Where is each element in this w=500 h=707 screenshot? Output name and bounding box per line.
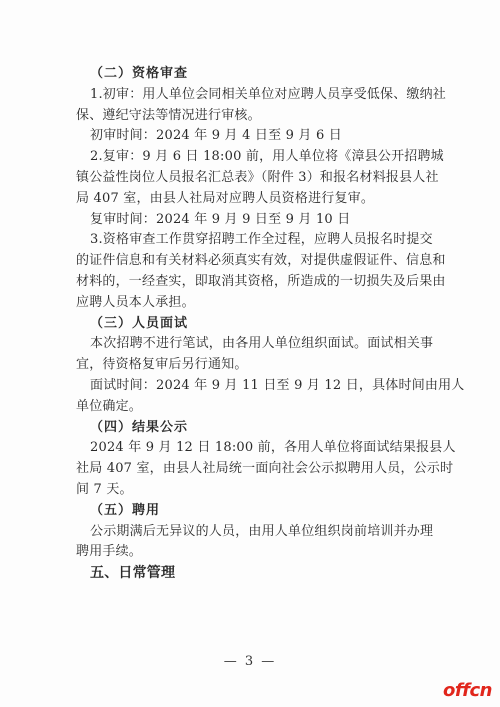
body-paragraph — [76, 210, 442, 231]
text-line: 宜，待资格复审后另行通知。 — [76, 357, 248, 373]
text-line: 1.初审：用人单位会同相关单位对应聘人员享受低保、缴纳社 — [90, 86, 447, 102]
subsection-heading — [76, 418, 442, 439]
text-line: 镇公益性岗位人员报名汇总表》（附件 3）和报名材料报县人社 — [76, 169, 439, 185]
text-line: 公示期满后无异议的人员，由用人单位组织岗前培训并办理 — [90, 523, 434, 539]
text-line: 社局 407 室，由县人社局统一面向社会公示拟聘用人员，公示时 — [76, 461, 454, 477]
text-line: 复审时间：2024 年 9 月 9 日至 9 月 10 日 — [90, 211, 351, 227]
text-line: 面试时间：2024 年 9 月 11 日至 9 月 12 日，具体时间由用人 — [90, 377, 465, 393]
text-line: （四）结果公示 — [90, 419, 189, 435]
section-heading — [76, 563, 442, 584]
text-line: 五、日常管理 — [90, 565, 176, 582]
text-line: 应聘人员本人承担。 — [76, 294, 195, 310]
document-body — [76, 64, 465, 584]
subsection-heading — [76, 64, 442, 85]
text-line: 2.复审：9 月 6 日 18:00 前，用人单位将《漳县公开招聘城 — [90, 149, 444, 165]
body-paragraph — [76, 85, 447, 127]
text-line: 3.资格审查工作贯穿招聘工作全过程，应聘人员报名时提交 — [90, 232, 433, 248]
text-line: 材料的，一经查实，即取消其资格，所造成的一切损失及后果由 — [76, 273, 446, 289]
text-line: 2024 年 9 月 12 日 18:00 前，各用人单位将面试结果报县人 — [90, 440, 456, 456]
body-paragraph — [76, 334, 442, 376]
text-line: 的证件信息和有关材料必须真实有效，对提供虚假证件、信息和 — [76, 253, 446, 269]
text-line: （三）人员面试 — [90, 315, 189, 331]
offcn-watermark: offcn — [442, 680, 492, 701]
body-paragraph — [76, 438, 456, 500]
subsection-heading — [76, 314, 442, 335]
body-paragraph — [76, 147, 442, 209]
body-paragraph — [76, 376, 465, 418]
text-line: （五）聘用 — [90, 502, 161, 518]
body-paragraph — [76, 522, 442, 564]
text-line: 聘用手续。 — [76, 544, 143, 560]
text-line: 保、遵纪守法等情况进行审核。 — [76, 107, 261, 123]
text-line: 单位确定。 — [76, 398, 143, 414]
text-line: （二）资格审查 — [90, 66, 189, 81]
subsection-heading — [76, 501, 442, 522]
text-line: 间 7 天。 — [76, 481, 133, 497]
page-number: — 3 — — [223, 654, 277, 669]
text-line: 局 407 室，由县人社局对应聘人员资格进行复审。 — [76, 190, 375, 206]
body-paragraph — [76, 126, 442, 147]
text-line: 本次招聘不进行笔试，由各用人单位组织面试。面试相关事 — [90, 336, 434, 352]
body-paragraph — [76, 230, 446, 313]
text-line: 初审时间：2024 年 9 月 4 日至 9 月 6 日 — [90, 128, 342, 144]
